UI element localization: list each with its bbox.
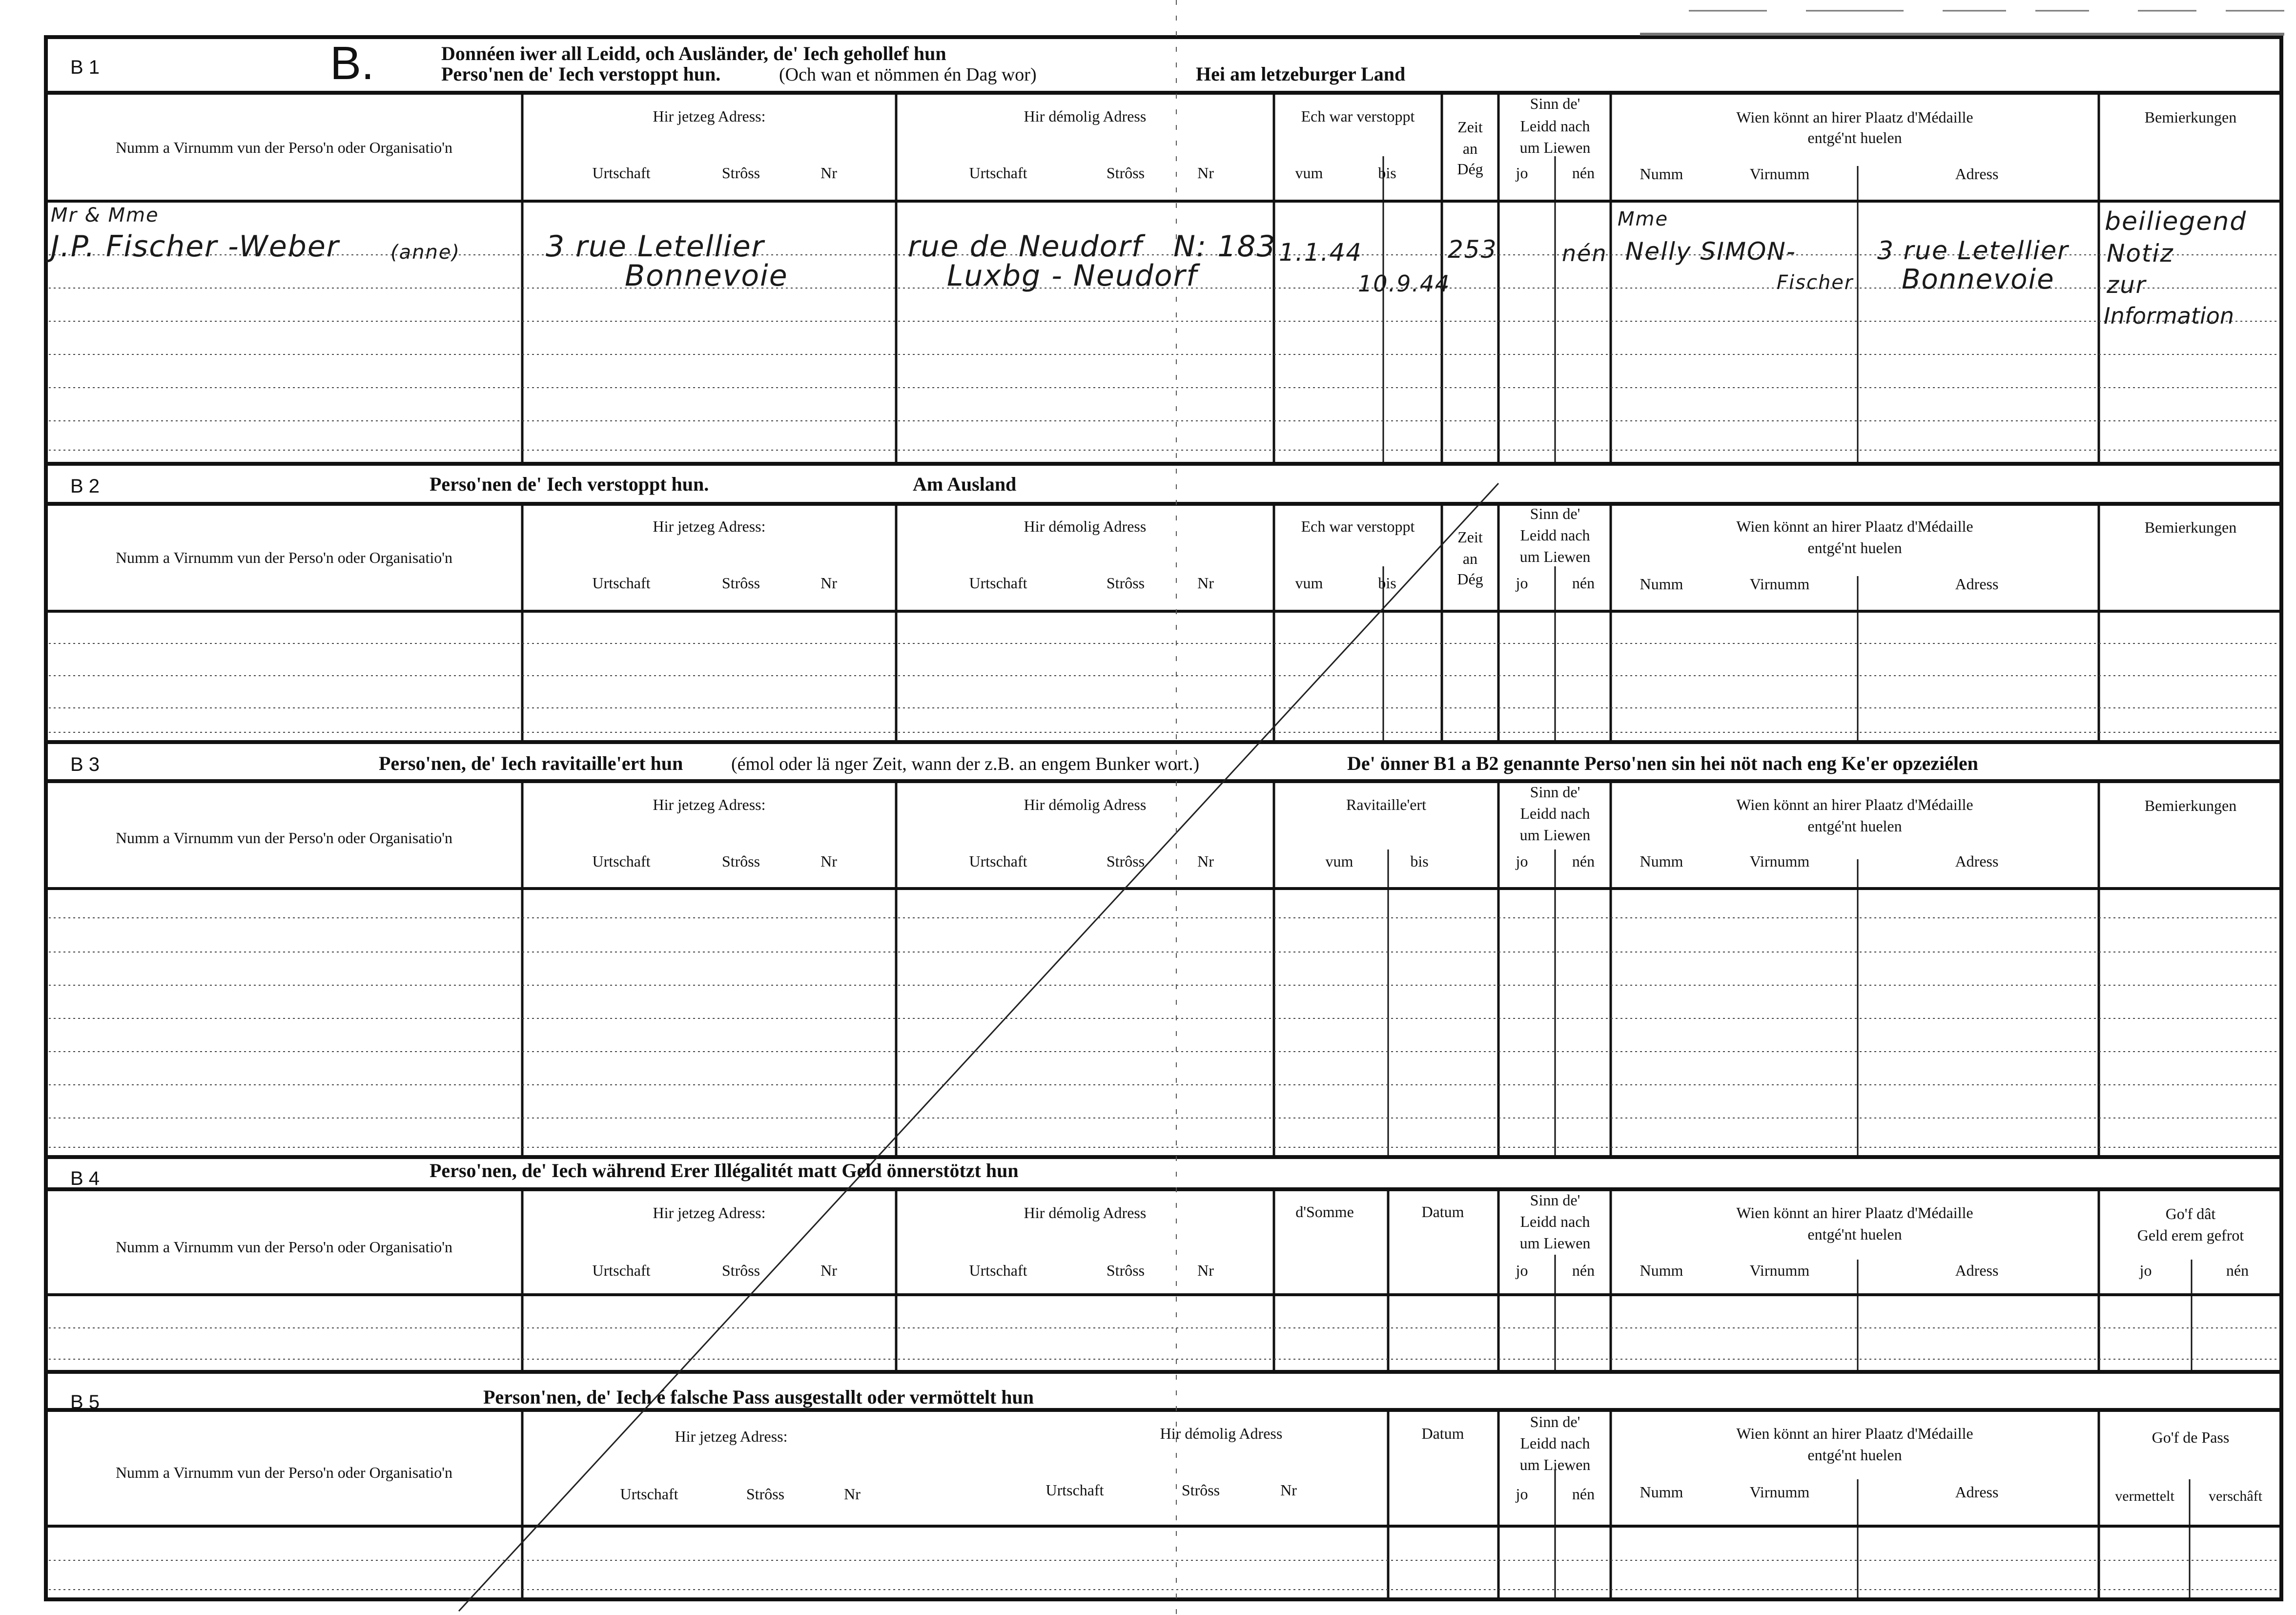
medal-name-header: Numm bbox=[1640, 1262, 1683, 1279]
alive-header: Sinn de' bbox=[1530, 95, 1580, 112]
medal-header: entgé'nt huelen bbox=[1807, 817, 1902, 835]
b4-label: B 4 bbox=[70, 1168, 100, 1189]
money-returned-header: Geld erem gefrot bbox=[2137, 1226, 2244, 1244]
medal-firstname-header: Virnumm bbox=[1749, 1483, 1810, 1501]
place-header: Urtschaft bbox=[969, 574, 1027, 592]
medal-header: Wien könnt an hirer Plaatz d'Médaille bbox=[1736, 796, 1973, 813]
name-column-header: Numm a Virnumm vun der Perso'n oder Organisatio'n bbox=[115, 139, 453, 156]
place-header: Urtschaft bbox=[969, 164, 1027, 182]
b3-title: Perso'nen, de' Iech ravitaille'ert hun bbox=[379, 752, 683, 774]
medal-address-header: Adress bbox=[1955, 575, 1999, 593]
street-header: Strôss bbox=[746, 1485, 785, 1503]
no-header: nén bbox=[2226, 1262, 2249, 1279]
entry-former-nr: N: 183 bbox=[1173, 229, 1276, 264]
alive-header: Leidd nach bbox=[1520, 1434, 1590, 1452]
strike-through-line bbox=[459, 483, 1498, 1611]
former-address-header: Hir démolig Adress bbox=[1024, 107, 1147, 125]
medal-header: Wien könnt an hirer Plaatz d'Médaille bbox=[1736, 1425, 1973, 1442]
medal-firstname-header: Virnumm bbox=[1749, 575, 1810, 593]
former-address-header: Hir démolig Adress bbox=[1160, 1425, 1283, 1442]
medal-header: entgé'nt huelen bbox=[1807, 539, 1902, 557]
medal-address-header: Adress bbox=[1955, 165, 1999, 183]
days-header: Dég bbox=[1457, 160, 1483, 178]
place-header: Urtschaft bbox=[969, 1262, 1027, 1279]
current-address-header: Hir jetzeg Adress: bbox=[653, 1204, 766, 1222]
b2-title: Perso'nen de' Iech verstoppt hun. bbox=[430, 473, 709, 495]
alive-header: Leidd nach bbox=[1520, 805, 1590, 822]
alive-header: um Liewen bbox=[1519, 1234, 1591, 1252]
yes-header: jo bbox=[2139, 1262, 2152, 1279]
entry-remark: Information bbox=[2104, 303, 2234, 329]
from-header: vum bbox=[1325, 852, 1353, 870]
no-header: nén bbox=[1572, 164, 1595, 182]
entry-name-note: (anne) bbox=[390, 241, 461, 264]
alive-header: um Liewen bbox=[1519, 1456, 1591, 1473]
current-address-header: Hir jetzeg Adress: bbox=[653, 107, 766, 125]
street-header: Strôss bbox=[721, 1262, 760, 1279]
entry-to: 10.9.44 bbox=[1358, 270, 1451, 297]
sum-header: d'Somme bbox=[1295, 1203, 1354, 1221]
medal-name-header: Numm bbox=[1640, 575, 1683, 593]
medal-name-header: Numm bbox=[1640, 165, 1683, 183]
street-header: Strôss bbox=[1106, 852, 1145, 870]
name-column-header: Numm a Virnumm vun der Perso'n oder Organisatio'n bbox=[115, 1464, 453, 1481]
medal-header: Wien könnt an hirer Plaatz d'Médaille bbox=[1736, 108, 1973, 126]
yes-header: jo bbox=[1516, 1485, 1528, 1503]
b1-label: B 1 bbox=[70, 57, 100, 78]
entry-current-place: Bonnevoie bbox=[625, 259, 788, 293]
forged-header: verschâft bbox=[2209, 1488, 2262, 1504]
street-header: Strôss bbox=[1106, 574, 1145, 592]
medal-name-header: Numm bbox=[1640, 1483, 1683, 1501]
entry-medal-title: Mme bbox=[1618, 208, 1669, 230]
nr-header: Nr bbox=[820, 1262, 837, 1279]
place-header: Urtschaft bbox=[969, 852, 1027, 870]
remarks-header: Bemierkungen bbox=[2144, 518, 2237, 536]
medal-header: Wien könnt an hirer Plaatz d'Médaille bbox=[1736, 518, 1973, 535]
medal-name-header: Numm bbox=[1640, 852, 1683, 870]
entry-days: 253 bbox=[1448, 235, 1497, 264]
money-returned-header: Go'f dât bbox=[2165, 1205, 2216, 1222]
alive-header: um Liewen bbox=[1519, 548, 1591, 565]
b2-title-place: Am Ausland bbox=[913, 473, 1017, 495]
entry-from: 1.1.44 bbox=[1279, 238, 1363, 267]
place-header: Urtschaft bbox=[1046, 1481, 1104, 1499]
alive-header: Sinn de' bbox=[1530, 783, 1580, 801]
entry-medal-address: 3 rue Letellier bbox=[1877, 236, 2069, 266]
hidden-header: Ech war verstoppt bbox=[1301, 107, 1415, 125]
b5-title: Person'nen, de' Iech é falsche Pass ausgestallt oder vermöttelt hun bbox=[483, 1386, 1034, 1408]
no-header: nén bbox=[1572, 1262, 1595, 1279]
entry-former-place: Luxbg - Neudorf bbox=[947, 259, 1198, 293]
alive-header: Leidd nach bbox=[1520, 117, 1590, 135]
hidden-header: Ech war verstoppt bbox=[1301, 518, 1415, 535]
alive-header: Sinn de' bbox=[1530, 1191, 1580, 1209]
remarks-header: Bemierkungen bbox=[2144, 108, 2237, 126]
no-header: nén bbox=[1572, 1485, 1595, 1503]
days-header: Zeit bbox=[1457, 528, 1483, 546]
former-address-header: Hir démolig Adress bbox=[1024, 1204, 1147, 1222]
to-header: bis bbox=[1378, 574, 1396, 592]
alive-header: um Liewen bbox=[1519, 139, 1591, 156]
nr-header: Nr bbox=[1197, 574, 1214, 592]
date-header: Datum bbox=[1421, 1203, 1464, 1221]
nr-header: Nr bbox=[820, 574, 837, 592]
name-column-header: Numm a Virnumm vun der Perso'n oder Organisatio'n bbox=[115, 549, 453, 566]
alive-header: Sinn de' bbox=[1530, 1413, 1580, 1430]
street-header: Strôss bbox=[721, 164, 760, 182]
current-address-header: Hir jetzeg Adress: bbox=[675, 1428, 788, 1445]
entry-name-title: Mr & Mme bbox=[51, 204, 159, 227]
entry-medal-place: Bonnevoie bbox=[1902, 264, 2055, 295]
entry-name: J.P. Fischer -Weber bbox=[51, 229, 340, 264]
nr-header: Nr bbox=[820, 852, 837, 870]
place-header: Urtschaft bbox=[592, 1262, 651, 1279]
current-address-header: Hir jetzeg Adress: bbox=[653, 518, 766, 535]
name-column-header: Numm a Virnumm vun der Perso'n oder Organisatio'n bbox=[115, 829, 453, 847]
medal-header: entgé'nt huelen bbox=[1807, 1446, 1902, 1464]
from-header: vum bbox=[1295, 574, 1323, 592]
no-header: nén bbox=[1572, 852, 1595, 870]
alive-header: Sinn de' bbox=[1530, 505, 1580, 522]
nr-header: Nr bbox=[1197, 164, 1214, 182]
from-header: vum bbox=[1295, 164, 1323, 182]
medal-header: entgé'nt huelen bbox=[1807, 129, 1902, 146]
former-address-header: Hir démolig Adress bbox=[1024, 518, 1147, 535]
b4-title: Perso'nen, de' Iech während Erer Illégalitét matt Geld önnerstötzt hun bbox=[430, 1159, 1019, 1181]
entry-alive: nén bbox=[1562, 240, 1607, 267]
current-address-header: Hir jetzeg Adress: bbox=[653, 796, 766, 813]
b1-title-place: Hei am letzeburger Land bbox=[1196, 63, 1406, 85]
yes-header: jo bbox=[1516, 852, 1528, 870]
entry-remark: Notiz bbox=[2107, 239, 2174, 268]
entry-remark: zur bbox=[2107, 271, 2147, 299]
medal-address-header: Adress bbox=[1955, 1262, 1999, 1279]
medal-address-header: Adress bbox=[1955, 852, 1999, 870]
b1-title-note: (Och wan et nömmen én Dag wor) bbox=[779, 64, 1037, 85]
former-address-header: Hir démolig Adress bbox=[1024, 796, 1147, 813]
street-header: Strôss bbox=[1106, 1262, 1145, 1279]
days-header: an bbox=[1462, 140, 1478, 157]
nr-header: Nr bbox=[844, 1485, 861, 1503]
entry-former-street: rue de Neudorf bbox=[908, 229, 1143, 264]
alive-header: Leidd nach bbox=[1520, 1213, 1590, 1230]
days-header: Dég bbox=[1457, 570, 1483, 588]
medal-firstname-header: Virnumm bbox=[1749, 1262, 1810, 1279]
b1-title-line1: Donnéen iwer all Leidd, och Ausländer, de' Iech gehollef hun bbox=[441, 42, 946, 64]
medal-address-header: Adress bbox=[1955, 1483, 1999, 1501]
alive-header: Leidd nach bbox=[1520, 526, 1590, 544]
remarks-header: Bemierkungen bbox=[2144, 797, 2237, 814]
yes-header: jo bbox=[1516, 164, 1528, 182]
medal-header: entgé'nt huelen bbox=[1807, 1225, 1902, 1243]
b3-title-note: (émol oder lä nger Zeit, wann der z.B. an engem Bunker wort.) bbox=[731, 754, 1200, 774]
b5-label: B 5 bbox=[70, 1391, 100, 1413]
to-header: bis bbox=[1410, 852, 1429, 870]
place-header: Urtschaft bbox=[592, 574, 651, 592]
medal-firstname-header: Virnumm bbox=[1749, 165, 1810, 183]
nr-header: Nr bbox=[1197, 852, 1214, 870]
alive-header: um Liewen bbox=[1519, 826, 1591, 844]
place-header: Urtschaft bbox=[592, 164, 651, 182]
b3-title-remark: De' önner B1 a B2 genannte Perso'nen sin hei nöt nach eng Ke'er opzeziélen bbox=[1347, 752, 1978, 774]
pass-header: Go'f de Pass bbox=[2152, 1429, 2230, 1446]
nr-header: Nr bbox=[1280, 1481, 1297, 1499]
section-letter: B. bbox=[330, 37, 374, 89]
days-header: an bbox=[1462, 550, 1478, 567]
street-header: Strôss bbox=[721, 852, 760, 870]
medal-firstname-header: Virnumm bbox=[1749, 852, 1810, 870]
nr-header: Nr bbox=[1197, 1262, 1214, 1279]
nr-header: Nr bbox=[820, 164, 837, 182]
b2-label: B 2 bbox=[70, 476, 100, 497]
entry-medal-name: Nelly SIMON- bbox=[1625, 237, 1796, 266]
entry-current-street: 3 rue Letellier bbox=[546, 229, 765, 264]
date-header: Datum bbox=[1421, 1425, 1464, 1442]
days-header: Zeit bbox=[1457, 118, 1483, 136]
place-header: Urtschaft bbox=[620, 1485, 678, 1503]
b3-label: B 3 bbox=[70, 754, 100, 775]
to-header: bis bbox=[1378, 164, 1396, 182]
b1-title-line2: Perso'nen de' Iech verstoppt hun. bbox=[441, 63, 721, 85]
yes-header: jo bbox=[1516, 574, 1528, 592]
supplied-header: Ravitaille'ert bbox=[1346, 796, 1426, 813]
entry-remark: beiliegend bbox=[2105, 207, 2247, 236]
street-header: Strôss bbox=[1181, 1481, 1220, 1499]
no-header: nén bbox=[1572, 574, 1595, 592]
mediated-header: vermettelt bbox=[2115, 1488, 2174, 1504]
street-header: Strôss bbox=[1106, 164, 1145, 182]
street-header: Strôss bbox=[721, 574, 760, 592]
place-header: Urtschaft bbox=[592, 852, 651, 870]
yes-header: jo bbox=[1516, 1262, 1528, 1279]
name-column-header: Numm a Virnumm vun der Perso'n oder Organisatio'n bbox=[115, 1238, 453, 1256]
medal-header: Wien könnt an hirer Plaatz d'Médaille bbox=[1736, 1204, 1973, 1222]
entry-medal-name2: Fischer bbox=[1777, 271, 1854, 294]
